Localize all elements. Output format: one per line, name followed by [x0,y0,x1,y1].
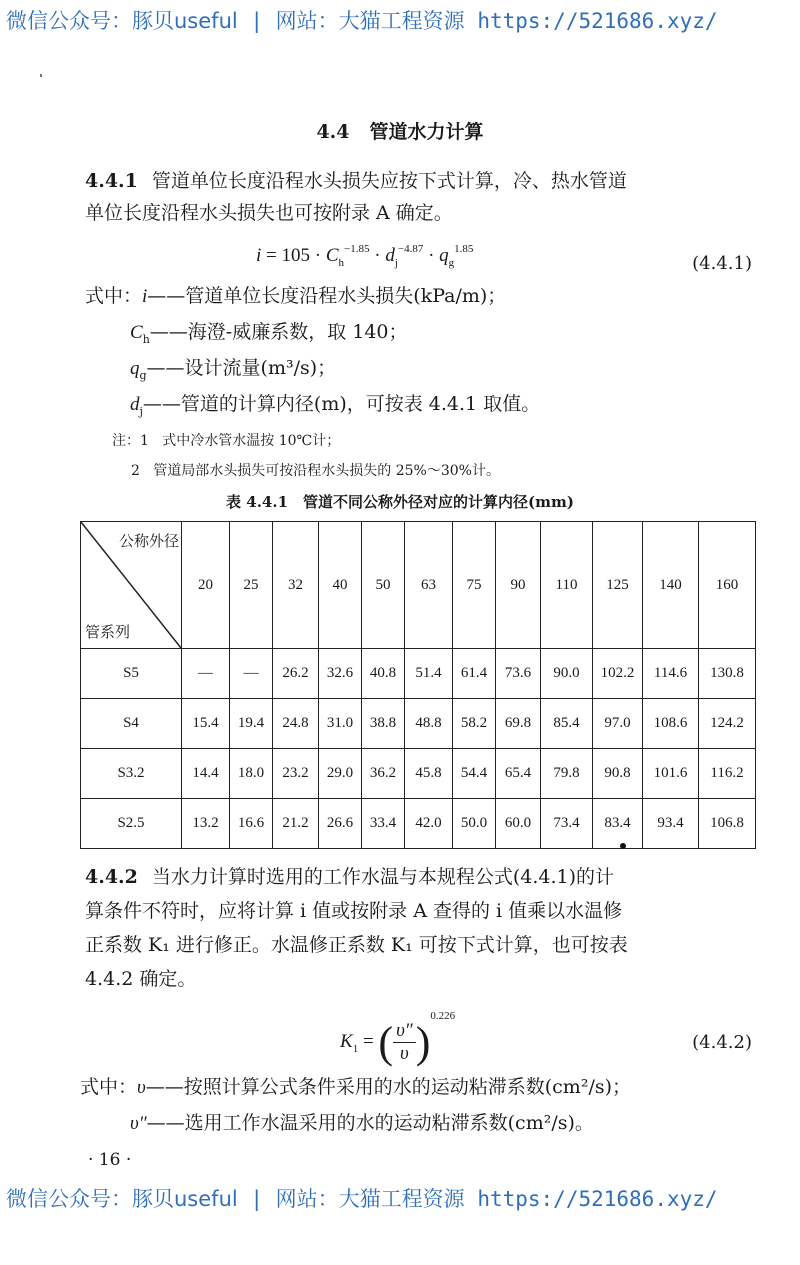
table-cell: 83.4 [593,799,643,849]
def-text: 设计流量(m³/s)； [184,357,337,379]
definition-v [80,1072,631,1103]
formula-exponent: −4.87 [397,243,424,255]
formula-subscript: 1 [352,1043,359,1055]
section-title [0,117,800,144]
table-cell: 114.6 [643,649,699,699]
table-cell: 18.0 [230,749,273,799]
def-text: 按照计算公式条件采用的水的运动粘滞系数(cm²/s)； [183,1076,632,1098]
clause-line: 4.4.2 确定。 [85,968,197,990]
table-cell: 21.2 [273,799,319,849]
column-header: 25 [230,522,273,649]
formula-text: = [358,1031,379,1052]
table-cell: 31.0 [319,699,362,749]
table-cell: 108.6 [643,699,699,749]
row-header: S2.5 [81,799,182,849]
formula-text: = 105 · [261,245,326,266]
table-cell: 90.8 [593,749,643,799]
def-subscript: h [142,333,150,346]
row-header: S3.2 [81,749,182,799]
table-cell: 130.8 [699,649,756,699]
def-text: 海澄-威廉系数，取 140； [187,321,408,343]
row-header: S4 [81,699,182,749]
clause-line: 算条件不符时，应将计算 i 值或按附录 A 查得的 i 值乘以水温修 [85,900,623,922]
table-cell: 106.8 [699,799,756,849]
table-cell: 60.0 [496,799,541,849]
watermark-wechat-label: 微信公众号： [6,9,132,33]
table-cell: 33.4 [362,799,405,849]
table-row [81,749,756,799]
table-cell: 13.2 [182,799,230,849]
formula-exponent: 0.226 [430,1010,456,1022]
table-header-row [81,522,756,649]
watermark-site-name: 大猫工程资源 [338,1187,465,1211]
denominator: υ [400,1043,409,1065]
table-cell: 69.8 [496,699,541,749]
clause-line: 当水力计算时选用的工作水温与本规程公式(4.4.1)的计 [151,866,615,888]
equation-number: (4.4.2) [692,1032,752,1053]
clause-line: 管道单位长度沿程水头损失应按下式计算，冷、热水管道 [151,170,627,192]
corner-column-label: 公称外径 [118,532,179,550]
table-cell: 93.4 [643,799,699,849]
equation-number: (4.4.1) [692,253,752,274]
table-cell: 15.4 [182,699,230,749]
formula-exponent: −1.85 [344,243,370,255]
note-1 [112,430,340,450]
def-symbol: C [130,322,143,343]
def-symbol: υ [137,1077,146,1098]
def-dash: —— [142,393,181,415]
def-dash: —— [147,285,186,307]
watermark-url[interactable]: https://521686.xyz/ [477,9,718,33]
where-label: 式中： [85,285,143,307]
formula-symbol: d [385,245,395,266]
table-cell: 97.0 [593,699,643,749]
column-header: 90 [496,522,541,649]
definition-ch [130,317,408,355]
fraction [393,1020,416,1065]
table-cell: 42.0 [405,799,453,849]
table-cell: 48.8 [405,699,453,749]
where-label: 式中： [80,1076,138,1098]
column-header: 40 [319,522,362,649]
table-cell: 65.4 [496,749,541,799]
column-header: 32 [273,522,319,649]
def-symbol: i [142,286,148,307]
table-cell: 124.2 [699,699,756,749]
def-dash: —— [145,1076,184,1098]
table-cell: 36.2 [362,749,405,799]
section-number: 4.4 [316,121,350,143]
table-cell: 26.6 [319,799,362,849]
table-cell: 32.6 [319,649,362,699]
table-cell: 45.8 [405,749,453,799]
table-row [81,649,756,699]
def-dash: —— [146,357,185,379]
numerator: υ″ [393,1020,416,1043]
table-cell: 29.0 [319,749,362,799]
column-header: 20 [182,522,230,649]
note-2 [131,460,500,480]
formula-subscript: h [338,257,345,269]
table-cell: 16.6 [230,799,273,849]
def-subscript: g [139,369,147,382]
note-number: 2 [131,463,140,479]
note-text: 式中冷水管水温按 10℃计； [162,433,341,449]
table-cell: 102.2 [593,649,643,699]
table-cell: 61.4 [453,649,496,699]
def-symbol: q [130,358,140,379]
watermark-wechat-name: 豚贝useful [132,9,238,33]
table-cell: — [182,649,230,699]
table-cell: 51.4 [405,649,453,699]
table-cell: 58.2 [453,699,496,749]
column-header: 160 [699,522,756,649]
inner-diameter-table [80,521,756,849]
watermark-site-label: 网站： [275,9,339,33]
formula-4-4-1 [256,243,473,269]
formula-exponent: 1.85 [454,243,474,255]
table-cell: 73.4 [541,799,593,849]
page-number: · 16 · [88,1150,132,1170]
clause-4-4-2 [85,860,757,996]
formula-4-4-2 [340,1010,455,1068]
def-text: 选用工作水温采用的水的运动粘滞系数(cm²/s)。 [184,1112,594,1134]
table-cell: 26.2 [273,649,319,699]
watermark-site-label: 网站： [275,1187,339,1211]
table-corner-cell [81,522,182,649]
column-header: 75 [453,522,496,649]
formula-subscript: g [448,257,455,269]
table-cell: 73.6 [496,649,541,699]
row-header: S5 [81,649,182,699]
column-header: 50 [362,522,405,649]
table-cell: 79.8 [541,749,593,799]
scan-dot [620,843,626,849]
notes-label: 注： [112,433,140,449]
section-title-text: 管道水力计算 [369,121,484,143]
table-cell: 14.4 [182,749,230,799]
table-cell: 90.0 [541,649,593,699]
formula-symbol: K [340,1031,353,1052]
definition-v-double-prime [130,1108,594,1139]
table-cell: 101.6 [643,749,699,799]
def-symbol: d [130,394,140,415]
def-text: 管道的计算内径(m)，可按表 4.4.1 取值。 [180,393,541,415]
table-cell: 116.2 [699,749,756,799]
column-header: 63 [405,522,453,649]
watermark-separator: | [237,9,276,33]
def-symbol: υ″ [130,1113,147,1134]
note-text: 管道局部水头损失可按沿程水头损失的 25%～30%计。 [153,463,500,479]
column-header: 125 [593,522,643,649]
table-cell: 85.4 [541,699,593,749]
table-cell: 19.4 [230,699,273,749]
right-paren: ) [415,1018,431,1068]
table-cell: 23.2 [273,749,319,799]
watermark-site-name: 大猫工程资源 [338,9,465,33]
definition-qg [130,353,336,391]
table-cell: 54.4 [453,749,496,799]
clause-number: 4.4.2 [85,866,138,888]
table-caption: 表 4.4.1 管道不同公称外径对应的计算内径(mm) [226,493,574,511]
column-header: 110 [541,522,593,649]
corner-row-label: 管系列 [85,623,131,641]
left-paren: ( [378,1018,394,1068]
clause-number: 4.4.1 [85,170,138,192]
def-text: 管道单位长度沿程水头损失(kPa/m)； [185,285,507,307]
def-dash: —— [146,1112,185,1134]
table-cell: 50.0 [453,799,496,849]
watermark-top [6,5,718,35]
watermark-bottom [6,1183,718,1213]
def-dash: —— [149,321,188,343]
clause-4-4-1 [85,165,757,229]
formula-symbol: C [325,245,339,266]
formula-symbol: i [256,245,262,266]
table-row [81,799,756,849]
watermark-separator: | [237,1187,276,1211]
definition-dj [130,389,540,427]
watermark-wechat-label: 微信公众号： [6,1187,132,1211]
formula-text: · [369,245,386,266]
scan-speck [40,74,42,77]
table-cell: 24.8 [273,699,319,749]
note-number: 1 [140,433,149,449]
watermark-wechat-name: 豚贝useful [132,1187,238,1211]
clause-line: 单位长度沿程水头损失也可按附录 A 确定。 [85,202,453,224]
formula-symbol: q [439,245,449,266]
definition-i [85,281,506,312]
table-cell: 38.8 [362,699,405,749]
formula-subscript: j [394,257,398,269]
table-cell: 40.8 [362,649,405,699]
def-subscript: j [139,405,143,418]
watermark-url[interactable]: https://521686.xyz/ [477,1187,718,1211]
table-row [81,699,756,749]
column-header: 140 [643,522,699,649]
table-cell: — [230,649,273,699]
formula-text: · [423,245,440,266]
clause-line: 正系数 K₁ 进行修正。水温修正系数 K₁ 可按下式计算，也可按表 [85,934,628,956]
